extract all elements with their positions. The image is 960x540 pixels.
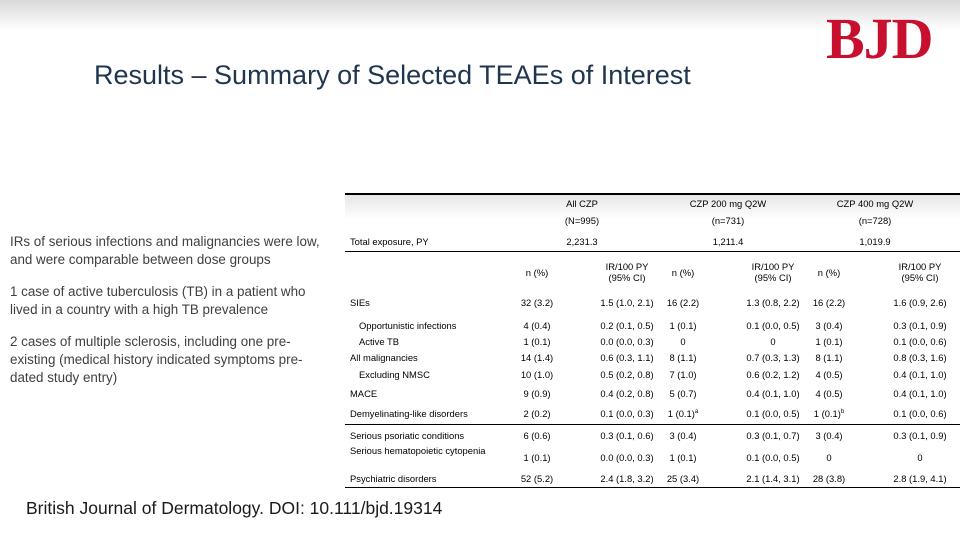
subheader-ir-line2: (95% CI) (608, 272, 646, 284)
slide-title: Results – Summary of Selected TEAEs of Interest (94, 60, 691, 90)
group-n: (n=731) (711, 215, 745, 227)
cell-n-pct: 4 (0.5) (815, 388, 843, 399)
cell-ir: 0 (770, 336, 776, 347)
subheader-ir (899, 261, 942, 284)
subheader-ir-line2: (95% CI) (901, 272, 939, 284)
cell-ir: 0.7 (0.3, 1.3) (746, 352, 800, 363)
cell-n-pct: 32 (3.2) (520, 297, 554, 308)
note-tuberculosis: 1 case of active tuberculosis (TB) in a patient who lived in a country with a high TB prevalence (10, 284, 306, 317)
teae-summary-table (345, 193, 960, 488)
cell-n-pct: 2 (0.2) (523, 408, 551, 419)
row-separator (345, 424, 960, 425)
cell-n-pct: 16 (2.2) (812, 297, 846, 308)
cell-ir: 0 (917, 452, 923, 463)
cell-ir: 0.1 (0.0, 0.5) (746, 452, 800, 463)
cell-n-pct (814, 408, 844, 419)
cell-ir: 1.3 (0.8, 2.2) (746, 297, 800, 308)
cell-n-pct: 16 (2.2) (666, 297, 700, 308)
cell-ir: 0.4 (0.1, 1.0) (746, 388, 800, 399)
row-label: Serious psoriatic conditions (350, 430, 465, 441)
group-header-czp-400 (837, 198, 913, 227)
exposure-czp-400: 1,019.9 (859, 236, 891, 247)
cell-n-pct: 0 (826, 452, 832, 463)
top-gradient-band (0, 0, 960, 30)
cell-ir: 1.5 (1.0, 2.1) (600, 297, 654, 308)
exposure-all-czp: 2,231.3 (566, 236, 598, 247)
cell-n-pct: 1 (0.1) (669, 320, 697, 331)
row-label: MACE (350, 388, 378, 399)
cell-ir: 1.6 (0.9, 2.6) (893, 297, 947, 308)
cell-value: 1 (0.1) (667, 408, 695, 419)
group-name: CZP 400 mg Q2W (836, 198, 914, 209)
exposure-label: Total exposure, PY (350, 236, 429, 247)
note-infections-malignancies: IRs of serious infections and malignancies were low, and were comparable between dose groups (10, 234, 320, 267)
cell-ir: 0.3 (0.1, 0.9) (893, 320, 947, 331)
cell-n-pct (668, 408, 698, 419)
cell-n-pct: 28 (3.8) (812, 473, 846, 484)
cell-n-pct: 1 (0.1) (523, 452, 551, 463)
subheader-ir-line1: IR/100 PY (898, 261, 942, 272)
cell-n-pct: 10 (1.0) (520, 369, 554, 380)
cell-n-pct: 6 (0.6) (523, 430, 551, 441)
row-label: Serious hematopoietic cytopenia (350, 445, 486, 456)
table-top-rule (345, 193, 960, 195)
row-label: Psychiatric disorders (350, 473, 437, 484)
cell-ir: 0.3 (0.1, 0.9) (893, 430, 947, 441)
cell-n-pct: 4 (0.4) (523, 320, 551, 331)
row-label: Excluding NMSC (359, 369, 430, 380)
subheader-ir-line1: IR/100 PY (605, 261, 649, 272)
cell-n-pct: 3 (0.4) (815, 320, 843, 331)
cell-ir: 0.2 (0.1, 0.5) (600, 320, 654, 331)
cell-ir: 0.4 (0.1, 1.0) (893, 388, 947, 399)
group-n: (N=995) (564, 215, 600, 227)
cell-n-pct: 3 (0.4) (815, 430, 843, 441)
subheader-ir (752, 261, 795, 284)
group-name: All CZP (566, 198, 598, 209)
note-multiple-sclerosis: 2 cases of multiple sclerosis, including one pre-existing (medical history indicated symptoms pre-dated study entry) (10, 334, 303, 385)
cell-ir: 0.4 (0.1, 1.0) (893, 369, 947, 380)
row-label: Opportunistic infections (359, 320, 457, 331)
subheader-ir (606, 261, 649, 284)
cell-ir: 0.3 (0.1, 0.6) (600, 430, 654, 441)
cell-n-pct: 0 (680, 336, 686, 347)
group-header-czp-200 (690, 198, 766, 227)
cell-ir: 0.1 (0.0, 0.6) (893, 408, 947, 419)
cell-n-pct: 4 (0.5) (815, 369, 843, 380)
cell-ir: 0.1 (0.0, 0.6) (893, 336, 947, 347)
subheader-ir-line1: IR/100 PY (751, 261, 795, 272)
row-label: SIEs (350, 297, 370, 308)
subheader-ir-line2: (95% CI) (754, 272, 792, 284)
cell-n-pct: 1 (0.1) (669, 452, 697, 463)
cell-ir: 0.6 (0.2, 1.2) (746, 369, 800, 380)
key-points (10, 233, 330, 401)
table-bottom-rule (345, 487, 960, 488)
group-header-all-czp (565, 198, 599, 227)
row-label: All malignancies (350, 352, 418, 363)
footnote-marker: b (840, 408, 845, 415)
cell-ir: 0.3 (0.1, 0.7) (746, 430, 800, 441)
footnote-marker: a (694, 408, 699, 415)
cell-n-pct: 1 (0.1) (815, 336, 843, 347)
cell-n-pct: 9 (0.9) (523, 388, 551, 399)
exposure-czp-200: 1,211.4 (712, 236, 744, 247)
cell-ir: 0.0 (0.0, 0.3) (600, 336, 654, 347)
cell-ir: 0.1 (0.0, 0.3) (600, 408, 654, 419)
cell-ir: 0.8 (0.3, 1.6) (893, 352, 947, 363)
bjd-logo: BJD (826, 6, 933, 71)
exposure-rule (345, 251, 960, 252)
cell-ir: 2.8 (1.9, 4.1) (893, 473, 947, 484)
group-n: (n=728) (858, 215, 892, 227)
cell-ir: 0.6 (0.3, 1.1) (600, 352, 654, 363)
cell-ir: 0.4 (0.2, 0.8) (600, 388, 654, 399)
cell-ir: 0.1 (0.0, 0.5) (746, 408, 800, 419)
cell-ir: 2.1 (1.4, 3.1) (746, 473, 800, 484)
cell-ir: 0.1 (0.0, 0.5) (746, 320, 800, 331)
cell-ir: 0.0 (0.0, 0.3) (600, 452, 654, 463)
row-label: Active TB (359, 336, 399, 347)
cell-n-pct: 5 (0.7) (669, 388, 697, 399)
cell-value: 1 (0.1) (813, 408, 841, 419)
cell-n-pct: 7 (1.0) (669, 369, 697, 380)
cell-ir: 0.5 (0.2, 0.8) (600, 369, 654, 380)
cell-n-pct: 14 (1.4) (520, 352, 554, 363)
cell-ir: 2.4 (1.8, 3.2) (600, 473, 654, 484)
cell-n-pct: 1 (0.1) (523, 336, 551, 347)
subheader-n-pct: n (%) (817, 267, 841, 278)
cell-n-pct: 8 (1.1) (815, 352, 843, 363)
cell-n-pct: 25 (3.4) (666, 473, 700, 484)
subheader-n-pct: n (%) (671, 267, 695, 278)
group-name: CZP 200 mg Q2W (689, 198, 767, 209)
cell-n-pct: 8 (1.1) (669, 352, 697, 363)
cell-n-pct: 52 (5.2) (520, 473, 554, 484)
citation: British Journal of Dermatology. DOI: 10.111/bjd.19314 (26, 498, 443, 518)
row-label: Demyelinating-like disorders (350, 408, 468, 419)
cell-n-pct: 3 (0.4) (669, 430, 697, 441)
subheader-n-pct: n (%) (525, 267, 549, 278)
